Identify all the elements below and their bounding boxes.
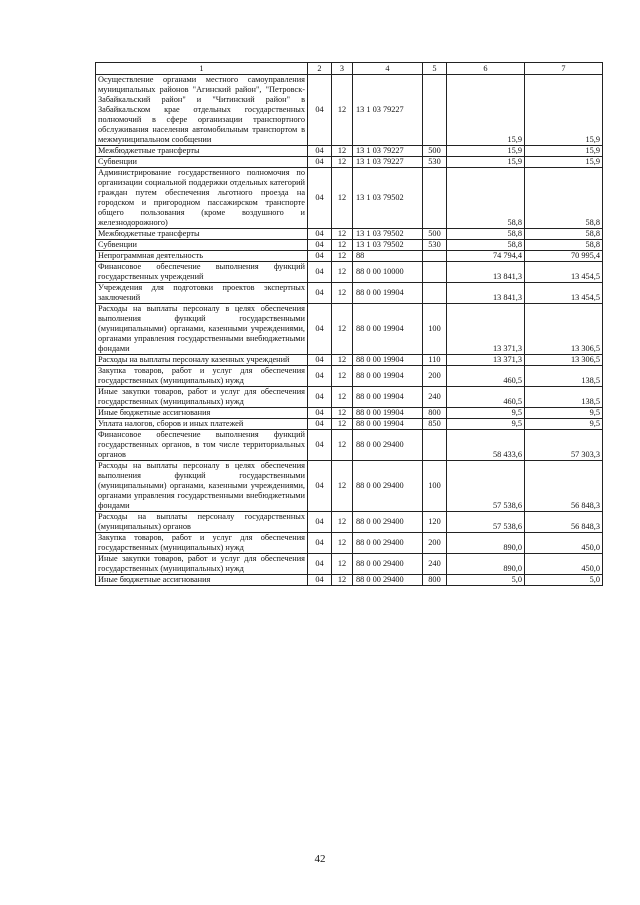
row-amount-year-2: 138,5 (525, 366, 603, 387)
table-row (96, 419, 603, 430)
row-subsection: 12 (332, 283, 353, 304)
row-target-article: 13 1 03 79502 (353, 240, 423, 251)
row-amount-year-2: 56 848,3 (525, 461, 603, 512)
row-subsection: 12 (332, 430, 353, 461)
row-subsection: 12 (332, 146, 353, 157)
row-amount-year-2: 57 303,3 (525, 430, 603, 461)
row-section: 04 (308, 408, 332, 419)
row-target-article: 88 0 00 29400 (353, 533, 423, 554)
row-amount-year-1: 13 371,3 (447, 355, 525, 366)
row-amount-year-1: 58,8 (447, 168, 525, 229)
row-section: 04 (308, 251, 332, 262)
row-expense-type: 240 (423, 387, 447, 408)
budget-table (95, 62, 603, 586)
row-subsection: 12 (332, 408, 353, 419)
row-section: 04 (308, 146, 332, 157)
row-subsection: 12 (332, 251, 353, 262)
row-expense-type: 500 (423, 146, 447, 157)
row-description: Субвенции (96, 157, 308, 168)
row-section: 04 (308, 366, 332, 387)
header-col-7: 7 (525, 63, 603, 75)
row-amount-year-1: 57 538,6 (447, 512, 525, 533)
header-col-5: 5 (423, 63, 447, 75)
row-amount-year-1: 58,8 (447, 229, 525, 240)
table-row (96, 146, 603, 157)
row-section: 04 (308, 157, 332, 168)
row-target-article: 88 0 00 19904 (353, 419, 423, 430)
row-amount-year-1: 890,0 (447, 533, 525, 554)
row-amount-year-2: 450,0 (525, 554, 603, 575)
row-expense-type: 100 (423, 304, 447, 355)
row-target-article: 13 1 03 79227 (353, 75, 423, 146)
row-section: 04 (308, 168, 332, 229)
row-amount-year-1: 13 371,3 (447, 304, 525, 355)
row-amount-year-2: 58,8 (525, 229, 603, 240)
row-description: Расходы на выплаты персоналу в целях обеспечения выполнения функций государственными (муниципальными) органами, казенными учреждениями, органами управления государственными внебюджетными фондами (96, 461, 308, 512)
row-expense-type: 200 (423, 533, 447, 554)
table-row (96, 168, 603, 229)
row-section: 04 (308, 355, 332, 366)
row-target-article: 88 (353, 251, 423, 262)
row-description: Финансовое обеспечение выполнения функций государственных учреждений (96, 262, 308, 283)
row-subsection: 12 (332, 355, 353, 366)
table-row (96, 533, 603, 554)
table-row (96, 575, 603, 586)
row-subsection: 12 (332, 366, 353, 387)
row-amount-year-1: 15,9 (447, 146, 525, 157)
row-target-article: 88 0 00 29400 (353, 575, 423, 586)
row-subsection: 12 (332, 387, 353, 408)
row-expense-type: 500 (423, 229, 447, 240)
row-amount-year-1: 13 841,3 (447, 262, 525, 283)
row-amount-year-2: 13 454,5 (525, 262, 603, 283)
table-row (96, 387, 603, 408)
row-amount-year-1: 15,9 (447, 75, 525, 146)
row-subsection: 12 (332, 240, 353, 251)
row-target-article: 88 0 00 29400 (353, 554, 423, 575)
row-amount-year-2: 13 306,5 (525, 355, 603, 366)
row-description: Учреждения для подготовки проектов экспертных заключений (96, 283, 308, 304)
row-section: 04 (308, 512, 332, 533)
row-expense-type: 110 (423, 355, 447, 366)
row-subsection: 12 (332, 512, 353, 533)
row-target-article: 88 0 00 29400 (353, 461, 423, 512)
row-amount-year-2: 58,8 (525, 168, 603, 229)
row-target-article: 88 0 00 29400 (353, 512, 423, 533)
row-expense-type (423, 262, 447, 283)
table-row (96, 355, 603, 366)
row-section: 04 (308, 229, 332, 240)
row-section: 04 (308, 387, 332, 408)
row-expense-type: 120 (423, 512, 447, 533)
row-target-article: 88 0 00 19904 (353, 366, 423, 387)
table-row (96, 554, 603, 575)
row-section: 04 (308, 554, 332, 575)
row-description: Закупка товаров, работ и услуг для обеспечения государственных (муниципальных) нужд (96, 366, 308, 387)
row-expense-type (423, 75, 447, 146)
row-amount-year-1: 5,0 (447, 575, 525, 586)
table-row (96, 75, 603, 146)
row-target-article: 13 1 03 79227 (353, 146, 423, 157)
row-target-article: 88 0 00 19904 (353, 355, 423, 366)
table-body (96, 63, 603, 586)
header-col-3: 3 (332, 63, 353, 75)
row-amount-year-2: 70 995,4 (525, 251, 603, 262)
row-description: Иные закупки товаров, работ и услуг для обеспечения государственных (муниципальных) нужд (96, 387, 308, 408)
row-target-article: 13 1 03 79502 (353, 229, 423, 240)
row-subsection: 12 (332, 575, 353, 586)
row-subsection: 12 (332, 262, 353, 283)
row-expense-type (423, 430, 447, 461)
row-amount-year-1: 460,5 (447, 387, 525, 408)
header-col-6: 6 (447, 63, 525, 75)
row-subsection: 12 (332, 461, 353, 512)
row-description: Администрирование государственного полномочия по организации социальной поддержки отдельных категорий граждан путем обеспечения льготного проезда на городском и пригородном пассажирском транспорте общего пользования (кроме воздушного и железнодорожного) (96, 168, 308, 229)
row-expense-type (423, 168, 447, 229)
row-amount-year-1: 9,5 (447, 419, 525, 430)
row-amount-year-2: 15,9 (525, 146, 603, 157)
header-col-4: 4 (353, 63, 423, 75)
row-description: Межбюджетные трансферты (96, 229, 308, 240)
row-expense-type: 530 (423, 240, 447, 251)
row-section: 04 (308, 533, 332, 554)
row-amount-year-2: 138,5 (525, 387, 603, 408)
row-section: 04 (308, 240, 332, 251)
header-col-1: 1 (96, 63, 308, 75)
row-amount-year-2: 9,5 (525, 419, 603, 430)
row-description: Закупка товаров, работ и услуг для обеспечения государственных (муниципальных) нужд (96, 533, 308, 554)
row-subsection: 12 (332, 75, 353, 146)
table-row (96, 430, 603, 461)
row-description: Непрограммная деятельность (96, 251, 308, 262)
header-col-2: 2 (308, 63, 332, 75)
row-description: Уплата налогов, сборов и иных платежей (96, 419, 308, 430)
row-target-article: 13 1 03 79227 (353, 157, 423, 168)
table-row (96, 240, 603, 251)
row-amount-year-2: 15,9 (525, 157, 603, 168)
table-row (96, 229, 603, 240)
row-description: Расходы на выплаты персоналу казенных учреждений (96, 355, 308, 366)
row-description: Субвенции (96, 240, 308, 251)
row-amount-year-2: 15,9 (525, 75, 603, 146)
row-amount-year-1: 15,9 (447, 157, 525, 168)
row-amount-year-2: 58,8 (525, 240, 603, 251)
row-amount-year-1: 9,5 (447, 408, 525, 419)
row-expense-type: 800 (423, 408, 447, 419)
row-section: 04 (308, 75, 332, 146)
row-target-article: 88 0 00 29400 (353, 430, 423, 461)
row-amount-year-2: 13 454,5 (525, 283, 603, 304)
row-amount-year-1: 74 794,4 (447, 251, 525, 262)
row-amount-year-1: 58,8 (447, 240, 525, 251)
row-expense-type: 100 (423, 461, 447, 512)
table-row (96, 157, 603, 168)
row-amount-year-2: 56 848,3 (525, 512, 603, 533)
row-section: 04 (308, 304, 332, 355)
page-number: 42 (314, 853, 326, 865)
row-expense-type (423, 283, 447, 304)
table-row (96, 366, 603, 387)
row-amount-year-2: 13 306,5 (525, 304, 603, 355)
row-description: Осуществление органами местного самоуправления муниципальных районов "Агинский район", "Петровск-Забайкальский район" и "Читинский район" в Забайкальском крае отдельных государственных полномочий в сфере организации транспортного обслуживания населения автомобильным транспортом в межмуниципальном сообщении (96, 75, 308, 146)
row-description: Расходы на выплаты персоналу государственных (муниципальных) органов (96, 512, 308, 533)
row-subsection: 12 (332, 554, 353, 575)
header-row (96, 63, 603, 75)
row-expense-type: 530 (423, 157, 447, 168)
row-expense-type (423, 251, 447, 262)
row-subsection: 12 (332, 157, 353, 168)
table-row (96, 262, 603, 283)
row-amount-year-1: 58 433,6 (447, 430, 525, 461)
row-subsection: 12 (332, 168, 353, 229)
row-description: Иные бюджетные ассигнования (96, 575, 308, 586)
row-expense-type: 240 (423, 554, 447, 575)
row-amount-year-1: 57 538,6 (447, 461, 525, 512)
row-description: Межбюджетные трансферты (96, 146, 308, 157)
row-description: Расходы на выплаты персоналу в целях обеспечения выполнения функций государственными (муниципальными) органами, казенными учреждениями, органами управления государственными внебюджетными фондами (96, 304, 308, 355)
table-row (96, 512, 603, 533)
row-expense-type: 800 (423, 575, 447, 586)
row-target-article: 88 0 00 10000 (353, 262, 423, 283)
row-section: 04 (308, 262, 332, 283)
row-section: 04 (308, 575, 332, 586)
row-subsection: 12 (332, 304, 353, 355)
table-row (96, 251, 603, 262)
row-expense-type: 850 (423, 419, 447, 430)
table-row (96, 461, 603, 512)
row-section: 04 (308, 419, 332, 430)
table-row (96, 283, 603, 304)
row-target-article: 88 0 00 19904 (353, 283, 423, 304)
row-amount-year-1: 460,5 (447, 366, 525, 387)
row-subsection: 12 (332, 533, 353, 554)
row-amount-year-2: 9,5 (525, 408, 603, 419)
row-subsection: 12 (332, 419, 353, 430)
row-description: Финансовое обеспечение выполнения функций государственных органов, в том числе территориальных органов (96, 430, 308, 461)
row-amount-year-1: 890,0 (447, 554, 525, 575)
table-row (96, 408, 603, 419)
row-target-article: 88 0 00 19904 (353, 387, 423, 408)
row-amount-year-1: 13 841,3 (447, 283, 525, 304)
row-target-article: 88 0 00 19904 (353, 408, 423, 419)
row-section: 04 (308, 430, 332, 461)
row-description: Иные закупки товаров, работ и услуг для обеспечения государственных (муниципальных) нужд (96, 554, 308, 575)
row-description: Иные бюджетные ассигнования (96, 408, 308, 419)
row-expense-type: 200 (423, 366, 447, 387)
row-amount-year-2: 5,0 (525, 575, 603, 586)
table-row (96, 304, 603, 355)
row-target-article: 88 0 00 19904 (353, 304, 423, 355)
row-target-article: 13 1 03 79502 (353, 168, 423, 229)
row-subsection: 12 (332, 229, 353, 240)
row-section: 04 (308, 461, 332, 512)
row-amount-year-2: 450,0 (525, 533, 603, 554)
row-section: 04 (308, 283, 332, 304)
